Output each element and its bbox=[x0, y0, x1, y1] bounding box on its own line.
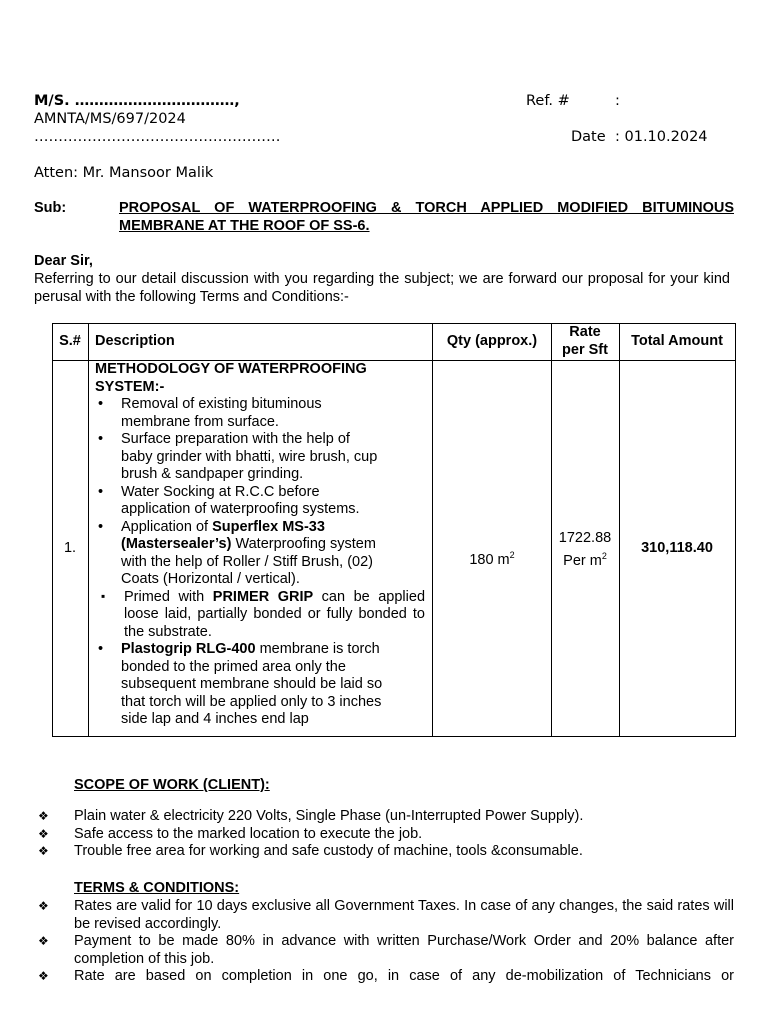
primer-substep bbox=[95, 589, 425, 642]
scope-heading: SCOPE OF WORK (CLIENT): bbox=[74, 777, 270, 793]
terms-item bbox=[38, 898, 734, 933]
header-total: Total Amount bbox=[631, 333, 723, 349]
primer-post: can be applied loose laid, partially bonded or fully bonded to the substrate. bbox=[124, 588, 426, 640]
terms-list bbox=[38, 898, 734, 986]
salutation: Dear Sir, bbox=[34, 253, 93, 269]
dots-line: …………………………………………… bbox=[34, 129, 281, 145]
scope-item bbox=[38, 826, 738, 844]
table-border-top bbox=[52, 323, 736, 324]
diamond-bullet-icon: ❖ bbox=[38, 934, 49, 948]
step-primer bbox=[95, 589, 425, 642]
table-border-right bbox=[735, 323, 736, 737]
terms-item bbox=[38, 968, 734, 986]
qty-cell bbox=[432, 547, 552, 569]
terms-item-text: Rate are based on completion in one go, in case of any de-mobilization of Technicians or bbox=[74, 968, 734, 984]
diamond-bullet-icon: ❖ bbox=[38, 809, 49, 823]
qty-sup: 2 bbox=[509, 550, 515, 560]
table-border-left bbox=[52, 323, 53, 737]
scope-item-text: Trouble free area for working and safe custody of machine, tools &consumable. bbox=[74, 843, 583, 859]
step-removal: • Removal of existing bituminous membrane from surface. bbox=[95, 396, 383, 431]
header-description: Description bbox=[95, 333, 175, 349]
qty-value: 180 m bbox=[469, 551, 510, 568]
step-application bbox=[95, 519, 383, 589]
rate-unit: Per m bbox=[563, 552, 602, 569]
step-membrane bbox=[95, 641, 383, 729]
ref-number: AMNTA/MS/697/2024 bbox=[34, 111, 186, 127]
header-sn: S.# bbox=[59, 333, 81, 349]
header-rate-line2: per Sft bbox=[562, 342, 608, 358]
table-col-divider-2 bbox=[432, 323, 433, 737]
terms-item-text: Rates are valid for 10 days exclusive all Government Taxes. In case of any changes, the said rates will be revised accordingly. bbox=[74, 898, 734, 932]
scope-item bbox=[38, 843, 738, 861]
plastogrip-product: Plastogrip RLG-400 bbox=[121, 641, 256, 657]
scope-list bbox=[38, 808, 738, 861]
diamond-bullet-icon: ❖ bbox=[38, 969, 49, 983]
attention-line: Atten: Mr. Mansoor Malik bbox=[34, 165, 214, 181]
terms-item-text: Payment to be made 80% in advance with written Purchase/Work Order and 20% balance after completion of this job. bbox=[74, 933, 734, 967]
step-application-pre: Application of bbox=[121, 518, 213, 535]
total-amount: 310,118.40 bbox=[641, 540, 713, 556]
step-water-socking: • Water Socking at R.C.C before application of waterproofing systems. bbox=[95, 484, 383, 519]
rate-sup: 2 bbox=[601, 551, 607, 561]
row-sn: 1. bbox=[63, 540, 77, 556]
scope-item bbox=[38, 808, 738, 826]
date-label: Date bbox=[571, 129, 606, 145]
diamond-bullet-icon: ❖ bbox=[38, 844, 49, 858]
membrane-step-list bbox=[95, 641, 383, 729]
scope-item-text: Safe access to the marked location to execute the job. bbox=[74, 825, 423, 842]
diamond-bullet-icon: ❖ bbox=[38, 899, 49, 913]
subject-text: PROPOSAL OF WATERPROOFING & TORCH APPLIED MODIFIED BITUMINOUS MEMBRANE AT THE ROOF OF SS-6. bbox=[119, 200, 734, 234]
ref-colon: : bbox=[615, 93, 620, 109]
intro-paragraph: Referring to our detail discussion with you regarding the subject; we are forward our proposal for your kind perusal with the following Terms and Conditions:- bbox=[34, 271, 730, 305]
header-qty: Qty (approx.) bbox=[446, 333, 538, 349]
primer-pre: Primed with bbox=[124, 588, 213, 605]
superflex-product: Superflex MS-33 (Mastersealer’s) bbox=[121, 518, 325, 552]
rate-value: 1722.88 bbox=[558, 530, 612, 546]
description-cell bbox=[95, 361, 426, 729]
scope-item-text: Plain water & electricity 220 Volts, Single Phase (un-Interrupted Power Supply). bbox=[74, 808, 584, 824]
terms-heading: TERMS & CONDITIONS: bbox=[74, 880, 240, 896]
rate-unit-cell bbox=[551, 548, 619, 570]
primer-grip-product: PRIMER GRIP bbox=[212, 588, 314, 605]
proposal-table bbox=[52, 323, 736, 737]
table-col-divider-4 bbox=[619, 323, 620, 737]
methodology-title: METHODOLOGY OF WATERPROOFING SYSTEM:- bbox=[95, 361, 367, 395]
table-col-divider-1 bbox=[88, 323, 89, 737]
step-application-post: Waterproofing system with the help of Roller / Stiff Brush, (02) Coats (Horizontal / vertical). bbox=[121, 536, 376, 587]
date-value: : 01.10.2024 bbox=[615, 129, 708, 145]
step-surface-prep: • Surface preparation with the help of baby grinder with bhatti, wire brush, cup brush & sandpaper grinding. bbox=[95, 431, 383, 484]
subject-label: Sub: bbox=[34, 200, 67, 216]
ms-line: M/S. ……………………………, bbox=[34, 93, 240, 109]
ref-label: Ref. # bbox=[526, 93, 570, 109]
methodology-steps bbox=[95, 396, 383, 589]
header-rate-line1: Rate bbox=[569, 324, 601, 340]
membrane-post: membrane is torch bonded to the primed area only the subsequent membrane should be laid so that torch will be applied only to 3 inches side lap and 4 inches end lap bbox=[121, 641, 383, 727]
table-border-bottom bbox=[52, 736, 736, 737]
diamond-bullet-icon: ❖ bbox=[38, 826, 49, 841]
terms-item bbox=[38, 933, 734, 968]
